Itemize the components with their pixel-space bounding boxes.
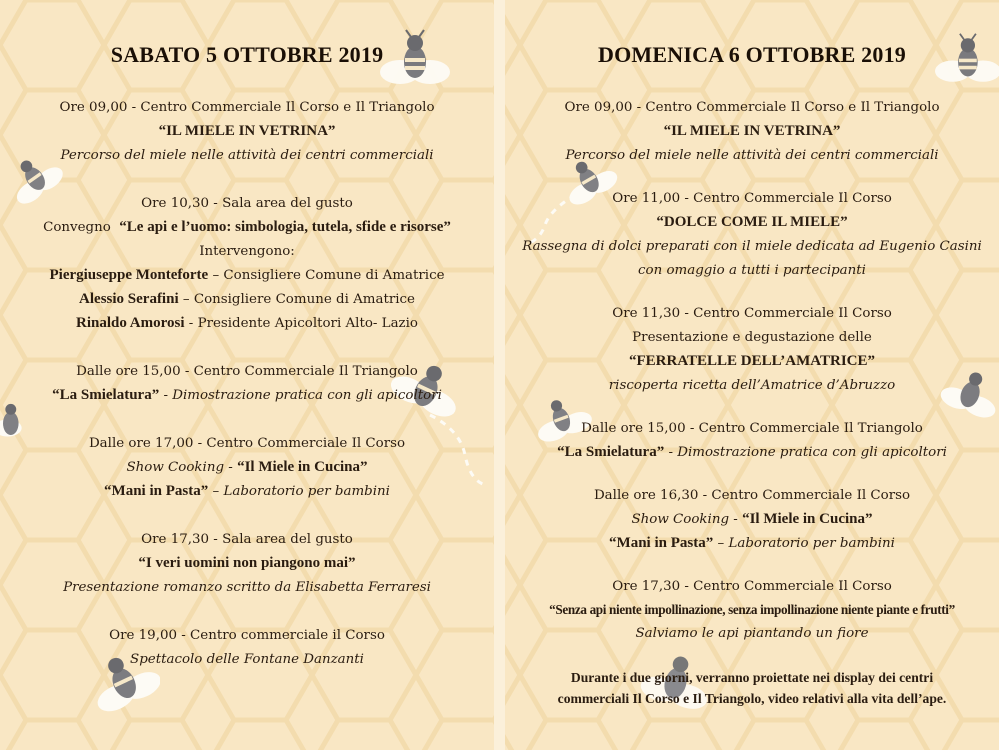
event-desc: Percorso del miele nelle attività dei centri commerciali (565, 148, 939, 163)
speaker-line (0, 291, 504, 308)
separator: – (713, 536, 729, 551)
event-name: “Senza api niente impollinazione, senza impollinazione niente piante e frutti” (549, 602, 955, 617)
separator: - (159, 388, 173, 403)
event-time: Ore 17,30 - Sala area del gusto (141, 532, 353, 547)
event-name: “Il Miele in Cucina” (237, 459, 368, 475)
event-desc: Rassegna di dolci preparati con il miele dedicata ad Eugenio Casini (522, 239, 982, 254)
saturday-title: SABATO 5 OTTOBRE 2019 (110, 42, 384, 67)
event-time: Dalle ore 17,00 - Centro Commerciale Il Corso (88, 436, 406, 451)
intervene-label: Intervengono: (199, 244, 295, 259)
event-desc: Presentazione romanzo scritto da Elisabetta Ferraresi (63, 580, 431, 595)
event-name: “IL MIELE IN VETRINA” (663, 123, 841, 139)
separator: - (729, 512, 743, 527)
event-name: “La Smielatura” (52, 387, 160, 403)
event-desc: Percorso del miele nelle attività dei centri commerciali (60, 148, 434, 163)
event-desc: Laboratorio per bambini (223, 484, 390, 499)
speaker-name: Rinaldo Amorosi (76, 315, 185, 331)
speaker-role: – Consigliere Comune di Amatrice (178, 292, 415, 307)
saturday-panel (0, 0, 494, 750)
closing-note: commerciali Il Corso e Il Triangolo, video relativi alla vita dell’ape. (557, 691, 947, 706)
event-time: Ore 11,30 - Centro Commerciale Il Corso (612, 306, 892, 321)
convegno-line (0, 219, 504, 236)
event-line (0, 483, 504, 500)
event-time: Ore 11,00 - Centro Commerciale Il Corso (612, 191, 892, 206)
sunday-title: DOMENICA 6 OTTOBRE 2019 (598, 42, 906, 67)
event-time: Ore 09,00 - Centro Commerciale Il Corso e Il Triangolo (59, 100, 435, 115)
event-line (495, 535, 999, 552)
separator: - (224, 460, 238, 475)
speaker-line (0, 267, 504, 284)
event-line (0, 459, 504, 476)
event-name: “FERRATELLE DELL’AMATRICE” (628, 353, 875, 369)
event-desc: Laboratorio per bambini (728, 536, 895, 551)
event-intro: Presentazione e degustazione delle (632, 330, 872, 345)
event-desc: Spettacolo delle Fontane Danzanti (130, 652, 364, 667)
event-prefix: Convegno (43, 220, 111, 235)
closing-note: Durante i due giorni, verranno proiettate nei display dei centri (570, 670, 934, 685)
event-name: “I veri uomini non piangono mai” (138, 555, 356, 571)
event-time: Ore 09,00 - Centro Commerciale Il Corso e Il Triangolo (564, 100, 940, 115)
speaker-role: - Presidente Apicoltori Alto- Lazio (184, 316, 418, 331)
event-time: Dalle ore 15,00 - Centro Commerciale Il Triangolo (76, 364, 418, 379)
event-line (495, 511, 999, 528)
speaker-role: – Consigliere Comune di Amatrice (208, 268, 445, 283)
event-desc: Dimostrazione pratica con gli apicoltori (172, 388, 442, 403)
event-time: Dalle ore 16,30 - Centro Commerciale Il Corso (593, 488, 911, 503)
event-desc: con omaggio a tutti i partecipanti (638, 263, 866, 278)
separator: – (208, 484, 224, 499)
event-line (0, 387, 504, 404)
show-label: Show Cooking (126, 460, 225, 475)
event-name: “DOLCE COME IL MIELE” (656, 214, 848, 230)
event-desc: riscoperta ricetta dell’Amatrice d’Abruzzo (608, 378, 896, 393)
speaker-name: Alessio Serafini (79, 291, 179, 307)
event-name: “Mani in Pasta” (609, 535, 714, 551)
sunday-panel (505, 0, 999, 750)
event-desc: Dimostrazione pratica con gli apicoltori (677, 445, 947, 460)
event-name: “La Smielatura” (557, 444, 665, 460)
event-time: Dalle ore 15,00 - Centro Commerciale Il Triangolo (581, 421, 923, 436)
speaker-name: Piergiuseppe Monteforte (49, 267, 209, 283)
event-time: Ore 10,30 - Sala area del gusto (141, 196, 353, 211)
event-time: Ore 19,00 - Centro commerciale il Corso (109, 628, 385, 643)
event-line (495, 444, 999, 461)
event-name: “IL MIELE IN VETRINA” (158, 123, 336, 139)
event-name: “Le api e l’uomo: simbologia, tutela, sfide e risorse” (119, 219, 451, 235)
event-name: “Il Miele in Cucina” (742, 511, 873, 527)
event-time: Ore 17,30 - Centro Commerciale Il Corso (612, 579, 892, 594)
event-name: “Mani in Pasta” (104, 483, 209, 499)
separator: - (664, 445, 678, 460)
event-desc: Salviamo le api piantando un fiore (635, 626, 869, 641)
speaker-line (0, 315, 504, 332)
show-label: Show Cooking (631, 512, 730, 527)
